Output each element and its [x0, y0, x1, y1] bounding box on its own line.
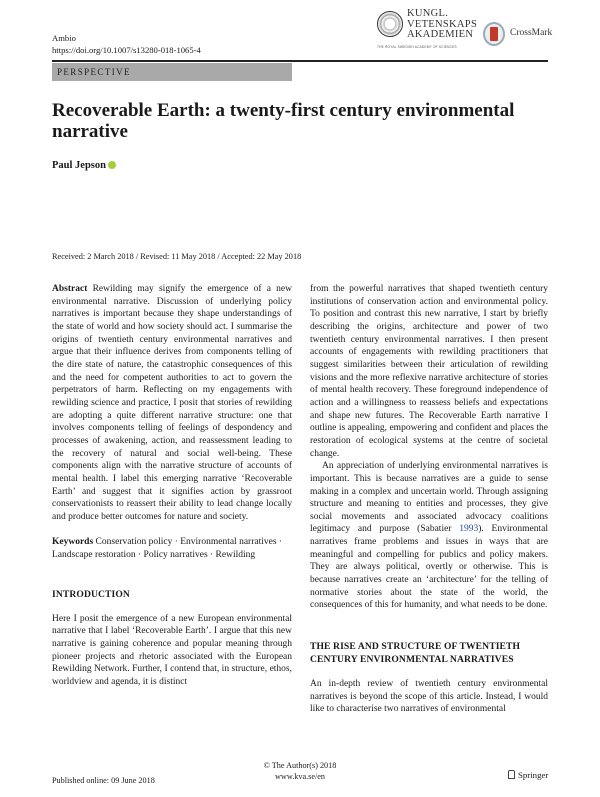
kva-logo — [377, 9, 487, 53]
doi-link[interactable]: https://doi.org/10.1007/s13280-018-1065-4 — [52, 45, 201, 55]
springer-logo — [508, 770, 548, 780]
rise-paragraph-1: An in-depth review of twentieth century environmental narratives is beyond the scope of this article. Instead, I would like to characterise two narratives of environmental — [310, 679, 548, 715]
author-name[interactable]: Paul Jepson — [52, 160, 106, 171]
published-date: Published online: 09 June 2018 — [52, 776, 155, 785]
section-heading-rise-and-structure: THE RISE AND STRUCTURE OF TWENTIETH CENTURY ENVIRONMENTAL NARRATIVES — [310, 641, 521, 666]
orcid-icon[interactable] — [108, 161, 116, 169]
publisher-name: Springer — [518, 770, 549, 780]
kva-logo-subtitle: THE ROYAL SWEDISH ACADEMY OF SCIENCES — [377, 45, 457, 49]
kva-logo-text: KUNGL. VETENSKAPS AKADEMIEN — [407, 8, 478, 40]
abstract-label: Abstract — [52, 284, 88, 294]
kva-website-link[interactable]: www.kva.se/en — [275, 772, 325, 781]
intro-paragraph-1: Here I posit the emergence of a new European environmental narrative that I label ‘Recoverable Earth’. I argue that this new narrative is gaining coherence and popular meaning through pioneer projects and rhetoric associated with the European Rewilding Network. Further, I contend that, in structure, ethos, worldview and agenda, it is distinct — [52, 613, 292, 688]
intro-paragraph-2: An appreciation of underlying environmental narratives is important. This is because narratives are a guide to sense making in a complex and uncertain world. Through assigning structure and meaning to entities and processes, they give social movements and associated advocacy coalitions legitimacy and purpose (Sabatier 1993). Environmental narratives frame problems and issues in ways that are meaningful and compelling for publics and policy makers. They are always political, overtly or otherwise. This is because narratives create an ‘architecture’ for the telling of normative stories about the state of the world, the consequences of this for humanity, and what needs to be done. — [310, 461, 548, 611]
section-badge: PERSPECTIVE — [52, 63, 292, 81]
article-dates: Received: 2 March 2018 / Revised: 11 May 2018 / Accepted: 22 May 2018 — [52, 252, 302, 261]
copyright: © The Author(s) 2018 — [263, 761, 337, 770]
right-column — [310, 283, 548, 716]
intro-paragraph-1-continued: from the powerful narratives that shaped twentieth century institutions of conservation action and environmental policy. To position and contrast this new narrative, I start by briefly describing the origins, architecture and power of two twentieth century environmental narratives. I then present accounts of engagements with rewilding practitioners that suggest similarities between their articulation of rewilding visions and the more reflexive narrative architecture of stories of mental health recovery. These foreground independence of action and a willingness to reassess beliefs and expectations and shape new futures. The Recoverable Earth narrative I outline is appealing, empowering and confident and places the restoration of ecological systems at the centre of societal change. — [310, 284, 548, 459]
journal-header — [52, 32, 201, 56]
keywords-text: Conservation policy · Environmental narratives · Landscape restoration · Policy narratives · Rewilding — [52, 537, 283, 561]
crossmark-button[interactable] — [483, 22, 553, 48]
citation-link-sabatier[interactable]: 1993 — [459, 524, 479, 535]
keywords-label: Keywords — [52, 537, 94, 548]
crossmark-icon — [483, 22, 505, 46]
abstract — [52, 283, 292, 523]
section-heading-introduction: INTRODUCTION — [52, 588, 130, 600]
left-column — [52, 283, 292, 689]
article-title: Recoverable Earth: a twenty-first century environmental narrative — [52, 100, 515, 142]
footer-center — [240, 760, 360, 782]
keywords — [52, 536, 292, 561]
academy-seal-icon — [377, 11, 403, 37]
abstract-text: Rewilding may signify the emergence of a new environmental narrative. Discussion of underlying policy narratives is important because they shape understandings of the state of world and how society should act. I summarise the origins of twentieth century environmental narratives and argue that their influence derives from components telling of the dire state of nature, the catastrophic consequences of this and the need for competent authorities to act to govern the perpetrators of harm. Reflecting on my engagements with rewilding science and practice, I posit that stories of rewilding are adopting a quite different narrative structure: one that involves components telling of feelings of despondency and processes of awakening, action, and reassessment leading to the recovery of natural and social well-being. These components align with the narrative structure of accounts of mental health. I label this emerging narrative ‘Recoverable Earth’ and suggest that it signifies action by grassroot conservationists to reassert their ability to lead change locally and produce better outcomes for nature and society. — [52, 284, 293, 522]
crossmark-label: CrossMark — [510, 28, 553, 38]
journal-name: Ambio — [52, 33, 76, 43]
author-line — [52, 160, 116, 171]
header-rule — [52, 60, 548, 62]
springer-horse-icon — [508, 770, 515, 779]
